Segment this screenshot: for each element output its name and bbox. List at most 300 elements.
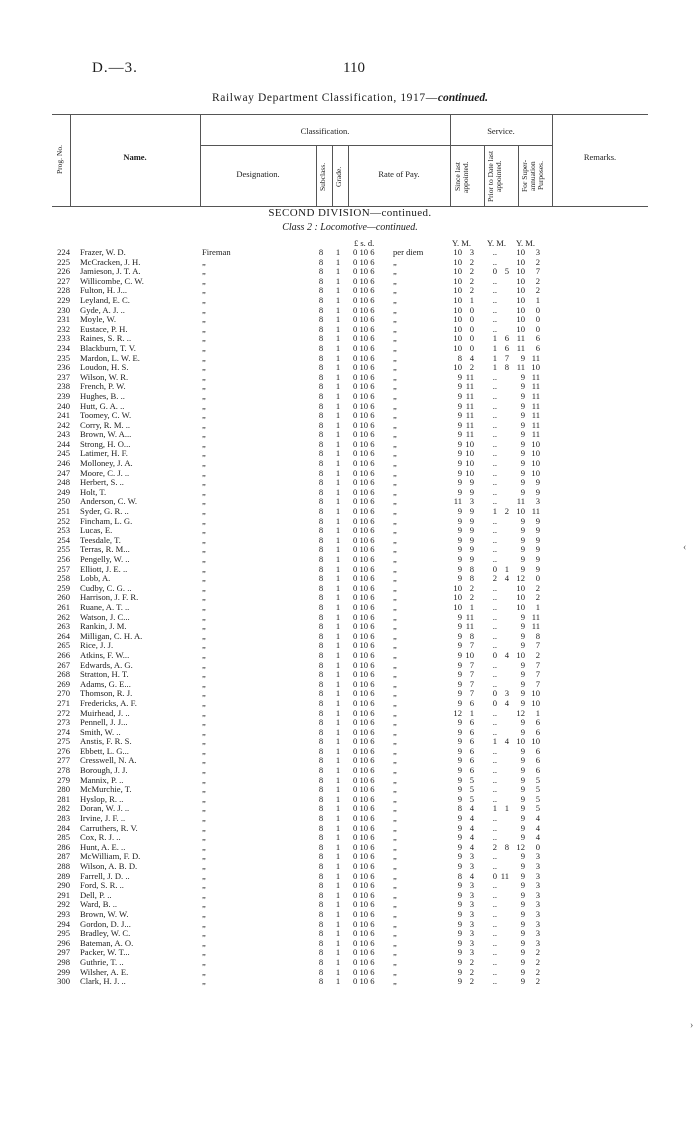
prog-no: 275 [57,736,70,747]
subclass: 8 [318,899,324,910]
rate-of-pay: 0 10 6 [353,803,375,814]
since-last-months: 11 [465,429,474,440]
prior-years: .. [492,640,497,651]
rate-of-pay: 0 10 6 [353,400,375,411]
designation: „ [202,486,206,497]
super-years: 10 [516,314,525,325]
grade: 1 [335,908,341,919]
subclass: 8 [318,429,324,440]
edge-mark-icon: ‹ [683,542,687,553]
pay-period: „ [393,918,397,929]
pay-period: „ [393,419,397,430]
prog-no: 269 [57,678,70,689]
since-last-months: 11 [465,371,474,382]
since-last-years: 9 [457,697,462,708]
subclass: 8 [318,707,324,718]
designation: „ [202,554,206,564]
prior-years: .. [492,534,497,545]
since-last-years: 9 [457,669,462,680]
super-years: 9 [520,621,525,632]
super-years: 10 [516,256,525,267]
prog-no: 251 [57,506,70,517]
since-last-years: 12 [453,707,462,718]
super-months: 11 [531,352,540,363]
designation: „ [202,371,206,382]
prog-no: 235 [57,352,70,363]
since-last-months: 2 [469,592,474,603]
employee-name: Eustace, P. H. [80,323,128,334]
subclass: 8 [318,601,324,612]
designation: „ [202,928,206,939]
rate-of-pay: 0 10 6 [353,601,375,612]
designation: „ [202,880,206,891]
subclass: 8 [318,832,324,843]
prior-years: .. [492,544,497,555]
super-months: 10 [531,458,540,469]
subclass: 8 [318,256,324,267]
employee-name: Terras, R. M... [80,544,130,555]
prior-years: 0 [492,649,497,660]
since-last-months: 10 [465,448,474,459]
subclass: 8 [318,486,324,497]
subclass: 8 [318,976,324,987]
pay-period: „ [393,649,397,660]
pay-period: „ [393,803,397,814]
since-last-months: 4 [469,813,474,824]
super-months: 3 [535,889,540,900]
super-months: 3 [535,851,540,862]
pay-period: „ [393,458,397,469]
prior-years: .. [492,323,497,334]
since-last-months: 6 [469,717,474,728]
designation: „ [202,390,206,401]
grade: 1 [335,947,341,958]
super-months: 6 [535,342,540,353]
grade: 1 [335,458,341,469]
subclass-header: Subclass. [318,162,327,192]
subclass: 8 [318,390,324,401]
designation: „ [202,861,206,871]
super-years: 12 [516,841,525,852]
since-last-years: 9 [457,419,462,430]
super-years: 9 [520,745,525,756]
designation: „ [202,793,206,804]
super-months: 7 [535,669,540,680]
since-last-header: Since last appointed. [453,161,470,193]
designation: „ [202,621,206,632]
employee-name: Smith, W. .. [80,726,121,737]
employee-name: Bateman, A. O. [80,937,134,948]
since-last-months: 8 [469,630,474,641]
prog-no: 226 [57,266,70,277]
remarks-header: Remarks. [583,152,617,162]
pay-period: „ [393,582,397,593]
since-last-months: 0 [469,304,474,315]
super-months: 9 [535,477,540,488]
since-last-years: 9 [457,525,462,536]
designation: „ [202,947,206,958]
designation: „ [202,410,206,421]
super-years: 10 [516,582,525,593]
grade: 1 [335,630,341,641]
grade: 1 [335,582,341,593]
pay-period: „ [393,352,397,363]
employee-name: Fincham, L. G. [80,515,133,526]
subclass: 8 [318,582,324,593]
super-years: 9 [520,717,525,728]
table-row [0,977,700,987]
rate-of-pay: 0 10 6 [353,841,375,852]
super-months: 7 [535,640,540,651]
prior-years: 1 [492,803,497,814]
pay-period: „ [393,275,397,286]
since-last-years: 9 [457,717,462,728]
employee-name: Frazer, W. D. [80,247,126,257]
rate-of-pay: 0 10 6 [353,515,375,526]
super-years: 9 [520,899,525,910]
subclass: 8 [318,525,324,536]
prior-years: .. [492,928,497,939]
grade: 1 [335,976,341,987]
grade: 1 [335,534,341,545]
super-years: 9 [520,793,525,804]
super-years: 9 [520,697,525,708]
since-last-years: 9 [457,477,462,488]
title-continued: continued. [437,92,489,104]
pay-period: „ [393,506,397,517]
prior-years: .. [492,813,497,824]
since-last-months: 5 [469,774,474,785]
pay-period: „ [393,294,397,305]
super-months: 2 [535,649,540,660]
prog-no: 300 [57,976,70,987]
since-last-months: 0 [469,342,474,353]
employee-name: Wilson, A. B. D. [80,861,138,871]
since-last-months: 9 [469,506,474,517]
employee-name: Hyslop, R. .. [80,793,124,804]
super-months: 11 [531,390,540,401]
super-years: 9 [520,554,525,564]
since-last-years: 9 [457,573,462,584]
prog-no: 239 [57,390,70,401]
prior-years: .. [492,822,497,833]
prog-no: 229 [57,294,70,305]
grade: 1 [335,515,341,526]
since-last-months: 2 [469,582,474,593]
employee-name: Cudby, C. G. .. [80,582,132,593]
rate-of-pay: 0 10 6 [353,707,375,718]
grade: 1 [335,688,341,699]
since-last-months: 3 [469,889,474,900]
employee-name: Syder, G. R. .. [80,506,129,517]
rate-of-pay: 0 10 6 [353,486,375,497]
prior-years: .. [492,496,497,507]
rate-of-pay: 0 10 6 [353,467,375,478]
since-last-months: 9 [469,544,474,555]
employee-name: Cox, R. J. .. [80,832,121,843]
employee-name: Teesdale, T. [80,534,121,545]
prog-no: 232 [57,323,70,334]
super-months: 2 [535,275,540,286]
subclass: 8 [318,630,324,641]
designation: „ [202,976,206,987]
pay-period: „ [393,266,397,277]
since-last-months: 3 [469,947,474,958]
grade: 1 [335,755,341,766]
designation: „ [202,582,206,593]
subclass: 8 [318,947,324,958]
super-months: 3 [535,918,540,929]
super-months: 8 [535,630,540,641]
super-months: 0 [535,323,540,334]
grade: 1 [335,467,341,478]
prior-years: 1 [492,506,497,517]
since-last-years: 10 [453,582,462,593]
employee-name: Edwards, A. G. [80,659,133,670]
since-last-months: 4 [469,841,474,852]
pay-period: „ [393,688,397,699]
since-last-months: 6 [469,755,474,766]
employee-name: Rankin, J. M. [80,621,127,632]
employee-name: Raines, S. R. .. [80,333,132,344]
super-years: 9 [520,611,525,622]
employee-name: Gordon, D. J... [80,918,131,929]
grade: 1 [335,429,341,440]
super-years: 10 [516,736,525,747]
prior-years: .. [492,294,497,305]
pay-period: „ [393,726,397,737]
rate-of-pay: 0 10 6 [353,669,375,680]
since-last-months: 3 [469,851,474,862]
rate-of-pay: 0 10 6 [353,592,375,603]
since-last-months: 4 [469,832,474,843]
employee-name: Fredericks, A. F. [80,697,137,708]
since-last-years: 9 [457,515,462,526]
prog-no: 231 [57,314,70,325]
pay-period: „ [393,381,397,392]
subclass: 8 [318,467,324,478]
rate-of-pay: 0 10 6 [353,908,375,919]
prior-years: .. [492,880,497,891]
employee-name: Bradley, W. C. [80,928,131,939]
super-months: 6 [535,765,540,776]
pay-period: „ [393,889,397,900]
employee-name: Moyle, W. [80,314,117,325]
super-years: 10 [516,649,525,660]
since-last-years: 9 [457,966,462,977]
subclass: 8 [318,717,324,728]
grade: 1 [335,813,341,824]
since-last-months: 6 [469,726,474,737]
super-months: 6 [535,333,540,344]
subclass: 8 [318,285,324,296]
designation: „ [202,467,206,478]
prior-years: .. [492,458,497,469]
rate-of-pay: 0 10 6 [353,390,375,401]
since-last-years: 9 [457,544,462,555]
super-months: 4 [535,832,540,843]
pay-period: „ [393,438,397,449]
since-last-months: 2 [469,256,474,267]
subclass: 8 [318,851,324,862]
designation: „ [202,256,206,267]
grade: 1 [335,784,341,795]
prior-years: .. [492,419,497,430]
subclass: 8 [318,774,324,785]
since-last-months: 9 [469,477,474,488]
prior-months: 1 [504,563,509,574]
subclass: 8 [318,688,324,699]
employee-name: Strong, H. O... [80,438,131,449]
super-months: 5 [535,793,540,804]
subclass: 8 [318,649,324,660]
pay-period: „ [393,304,397,315]
prog-no: 257 [57,563,70,574]
prog-no: 254 [57,534,70,545]
prior-years: .. [492,486,497,497]
super-years: 9 [520,352,525,363]
prior-years: .. [492,477,497,488]
subclass: 8 [318,765,324,776]
super-years: 9 [520,765,525,776]
since-last-years: 9 [457,745,462,756]
since-last-years: 9 [457,611,462,622]
prior-years: .. [492,669,497,680]
since-last-years: 10 [453,256,462,267]
since-last-months: 2 [469,966,474,977]
since-last-years: 9 [457,640,462,651]
super-years: 9 [520,458,525,469]
prog-no: 296 [57,937,70,948]
designation: „ [202,342,206,353]
prior-years: 2 [492,841,497,852]
grade: 1 [335,438,341,449]
grade: 1 [335,477,341,488]
super-years: 9 [520,726,525,737]
prior-years: .. [492,765,497,776]
rate-of-pay: 0 10 6 [353,582,375,593]
prior-years: .. [492,275,497,286]
rate-of-pay: 0 10 6 [353,429,375,440]
prior-years: .. [492,400,497,411]
prior-years: 0 [492,563,497,574]
super-months: 2 [535,256,540,267]
pay-period: „ [393,323,397,334]
super-years: 9 [520,937,525,948]
rate-of-pay: 0 10 6 [353,352,375,363]
since-last-years: 9 [457,928,462,939]
subclass: 8 [318,669,324,680]
since-last-months: 6 [469,736,474,747]
grade: 1 [335,256,341,267]
pay-period: „ [393,534,397,545]
grade: 1 [335,419,341,430]
grade: 1 [335,832,341,843]
pay-period: „ [393,832,397,843]
designation: „ [202,438,206,449]
super-years: 9 [520,755,525,766]
super-years: 9 [520,822,525,833]
since-last-years: 9 [457,429,462,440]
prog-no: 264 [57,630,70,641]
rate-of-pay: 0 10 6 [353,410,375,421]
grade: 1 [335,640,341,651]
grade: 1 [335,899,341,910]
super-months: 3 [535,928,540,939]
super-years: 9 [520,928,525,939]
since-last-months: 11 [465,611,474,622]
rate-of-pay: 0 10 6 [353,649,375,660]
since-last-years: 9 [457,880,462,891]
since-last-months: 7 [469,669,474,680]
super-months: 4 [535,813,540,824]
employee-name: Ruane, A. T. .. [80,601,130,612]
subclass: 8 [318,928,324,939]
super-months: 0 [535,841,540,852]
grade: 1 [335,937,341,948]
employee-name: Blackburn, T. V. [80,342,136,353]
super-months: 9 [535,544,540,555]
super-months: 3 [535,937,540,948]
since-last-months: 2 [469,362,474,373]
employee-name: Moore, C. J. .. [80,467,130,478]
since-last-months: 3 [469,247,474,257]
since-last-months: 7 [469,678,474,689]
employee-name: Farrell, J. D. .. [80,870,130,881]
prior-years: .. [492,851,497,862]
pay-period: „ [393,937,397,948]
designation: „ [202,630,206,641]
subclass: 8 [318,458,324,469]
designation: „ [202,966,206,977]
super-years: 9 [520,640,525,651]
since-last-units: Y. M. [452,238,471,248]
designation: „ [202,458,206,469]
super-years: 9 [520,966,525,977]
super-months: 11 [531,400,540,411]
subclass: 8 [318,697,324,708]
designation: „ [202,918,206,929]
since-last-years: 10 [453,266,462,277]
pay-period: per diem [393,247,424,257]
grade: 1 [335,448,341,459]
since-last-years: 10 [453,285,462,296]
since-last-years: 9 [457,813,462,824]
since-last-years: 8 [457,803,462,814]
rate-of-pay: 0 10 6 [353,573,375,584]
prior-years: 0 [492,266,497,277]
employee-name: Gyde, A. J. .. [80,304,125,315]
since-last-years: 9 [457,621,462,632]
grade: 1 [335,352,341,363]
pay-period: „ [393,448,397,459]
since-last-years: 9 [457,736,462,747]
prior-months: 5 [504,266,509,277]
prior-months: 4 [504,697,509,708]
super-years: 11 [516,362,525,373]
super-months: 3 [535,496,540,507]
super-months: 10 [531,467,540,478]
prog-no: 288 [57,861,70,871]
prog-no: 268 [57,669,70,680]
super-months: 10 [531,688,540,699]
super-months: 4 [535,822,540,833]
super-years: 10 [516,247,525,257]
prior-years: .. [492,390,497,401]
employee-name: McCracken, J. H. [80,256,141,267]
since-last-years: 9 [457,486,462,497]
prior-years: 1 [492,736,497,747]
